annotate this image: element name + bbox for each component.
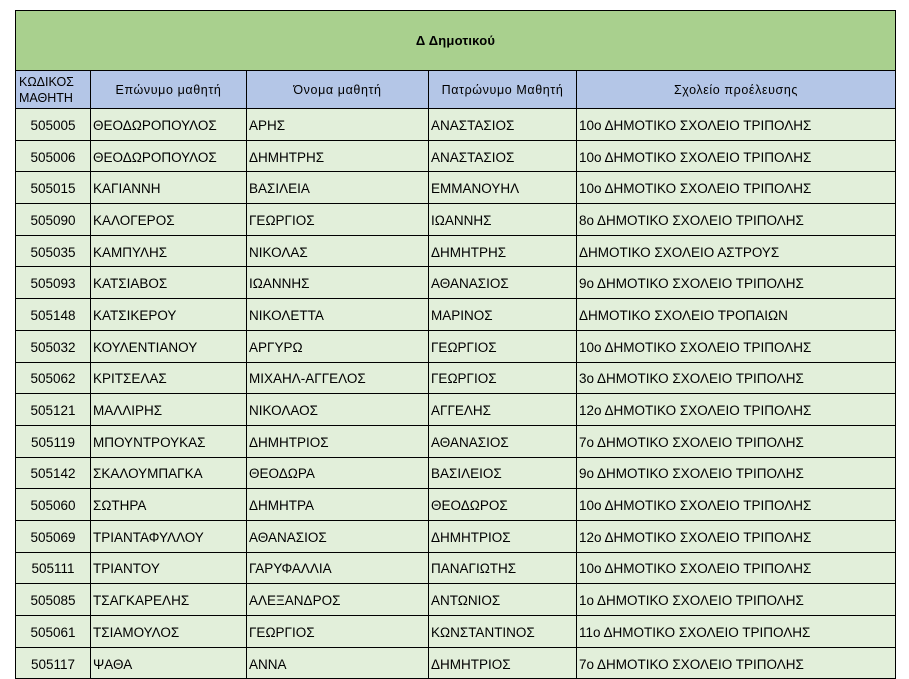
cell-father-name: ΔΗΜΗΤΡΙΟΣ bbox=[429, 520, 577, 552]
cell-father-name: ΑΝΑΣΤΑΣΙΟΣ bbox=[429, 109, 577, 141]
cell-surname: ΚΑΜΠΥΛΗΣ bbox=[91, 235, 247, 267]
cell-surname: ΣΩΤΗΡΑ bbox=[91, 489, 247, 521]
cell-school: 10ο ΔΗΜΟΤΙΚΟ ΣΧΟΛΕΙΟ ΤΡΙΠΟΛΗΣ bbox=[577, 552, 896, 584]
table-row bbox=[16, 235, 896, 267]
header-surname: Επώνυμο μαθητή bbox=[91, 71, 247, 109]
header-row bbox=[16, 71, 896, 109]
cell-school: 8ο ΔΗΜΟΤΙΚΟ ΣΧΟΛΕΙΟ ΤΡΙΠΟΛΗΣ bbox=[577, 204, 896, 236]
cell-student-code: 505111 bbox=[16, 552, 91, 584]
cell-surname: ΘΕΟΔΩΡΟΠΟΥΛΟΣ bbox=[91, 109, 247, 141]
cell-surname: ΣΚΑΛΟΥΜΠΑΓΚΑ bbox=[91, 457, 247, 489]
cell-first-name: ΑΛΕΞΑΝΔΡΟΣ bbox=[247, 584, 429, 616]
table-row bbox=[16, 425, 896, 457]
cell-first-name: ΜΙΧΑΗΛ-ΑΓΓΕΛΟΣ bbox=[247, 362, 429, 394]
cell-student-code: 505121 bbox=[16, 394, 91, 426]
table-row bbox=[16, 457, 896, 489]
cell-student-code: 505062 bbox=[16, 362, 91, 394]
table-title: Δ Δημοτικού bbox=[16, 11, 896, 71]
cell-student-code: 505006 bbox=[16, 140, 91, 172]
cell-first-name: ΔΗΜΗΤΡΗΣ bbox=[247, 140, 429, 172]
cell-school: 11ο ΔΗΜΟΤΙΚΟ ΣΧΟΛΕΙΟ ΤΡΙΠΟΛΗΣ bbox=[577, 616, 896, 648]
cell-first-name: ΑΡΗΣ bbox=[247, 109, 429, 141]
cell-surname: ΚΑΤΣΙΑΒΟΣ bbox=[91, 267, 247, 299]
cell-student-code: 505032 bbox=[16, 330, 91, 362]
cell-father-name: ΓΕΩΡΓΙΟΣ bbox=[429, 330, 577, 362]
table-row bbox=[16, 267, 896, 299]
cell-father-name: ΑΓΓΕΛΗΣ bbox=[429, 394, 577, 426]
cell-first-name: ΔΗΜΗΤΡΑ bbox=[247, 489, 429, 521]
cell-student-code: 505060 bbox=[16, 489, 91, 521]
table-row bbox=[16, 109, 896, 141]
cell-surname: ΚΑΓΙΑΝΝΗ bbox=[91, 172, 247, 204]
cell-surname: ΤΣΙΑΜΟΥΛΟΣ bbox=[91, 616, 247, 648]
cell-school: 10ο ΔΗΜΟΤΙΚΟ ΣΧΟΛΕΙΟ ΤΡΙΠΟΛΗΣ bbox=[577, 489, 896, 521]
student-table bbox=[15, 10, 896, 679]
table-row bbox=[16, 584, 896, 616]
cell-first-name: ΝΙΚΟΛΑΟΣ bbox=[247, 394, 429, 426]
cell-first-name: ΑΡΓΥΡΩ bbox=[247, 330, 429, 362]
cell-surname: ΚΑΛΟΓΕΡΟΣ bbox=[91, 204, 247, 236]
cell-father-name: ΔΗΜΗΤΡΙΟΣ bbox=[429, 647, 577, 679]
cell-school: 10ο ΔΗΜΟΤΙΚΟ ΣΧΟΛΕΙΟ ΤΡΙΠΟΛΗΣ bbox=[577, 109, 896, 141]
cell-father-name: ΑΘΑΝΑΣΙΟΣ bbox=[429, 267, 577, 299]
cell-surname: ΚΡΙΤΣΕΛΑΣ bbox=[91, 362, 247, 394]
header-student-code bbox=[16, 71, 91, 109]
cell-surname: ΚΟΥΛΕΝΤΙΑΝΟΥ bbox=[91, 330, 247, 362]
table-row bbox=[16, 299, 896, 331]
cell-student-code: 505148 bbox=[16, 299, 91, 331]
table-row bbox=[16, 647, 896, 679]
student-table-sheet bbox=[15, 10, 895, 679]
cell-school: ΔΗΜΟΤΙΚΟ ΣΧΟΛΕΙΟ ΤΡΟΠΑΙΩΝ bbox=[577, 299, 896, 331]
table-row bbox=[16, 172, 896, 204]
cell-student-code: 505069 bbox=[16, 520, 91, 552]
cell-father-name: ΘΕΟΔΩΡΟΣ bbox=[429, 489, 577, 521]
cell-student-code: 505119 bbox=[16, 425, 91, 457]
header-code-line2: ΜΑΘΗΤΗ bbox=[19, 90, 73, 105]
cell-surname: ΜΠΟΥΝΤΡΟΥΚΑΣ bbox=[91, 425, 247, 457]
cell-surname: ΘΕΟΔΩΡΟΠΟΥΛΟΣ bbox=[91, 140, 247, 172]
header-code-line1: ΚΩΔΙΚΟΣ bbox=[19, 74, 74, 89]
cell-student-code: 505085 bbox=[16, 584, 91, 616]
cell-first-name: ΝΙΚΟΛΕΤΤΑ bbox=[247, 299, 429, 331]
cell-first-name: ΘΕΟΔΩΡΑ bbox=[247, 457, 429, 489]
cell-first-name: ΔΗΜΗΤΡΙΟΣ bbox=[247, 425, 429, 457]
table-row bbox=[16, 616, 896, 648]
cell-surname: ΜΑΛΛΙΡΗΣ bbox=[91, 394, 247, 426]
cell-school: 10ο ΔΗΜΟΤΙΚΟ ΣΧΟΛΕΙΟ ΤΡΙΠΟΛΗΣ bbox=[577, 140, 896, 172]
cell-first-name: ΓΑΡΥΦΑΛΛΙΑ bbox=[247, 552, 429, 584]
table-row bbox=[16, 552, 896, 584]
cell-surname: ΚΑΤΣΙΚΕΡΟΥ bbox=[91, 299, 247, 331]
cell-first-name: ΝΙΚΟΛΑΣ bbox=[247, 235, 429, 267]
cell-school: 9ο ΔΗΜΟΤΙΚΟ ΣΧΟΛΕΙΟ ΤΡΙΠΟΛΗΣ bbox=[577, 267, 896, 299]
cell-first-name: ΒΑΣΙΛΕΙΑ bbox=[247, 172, 429, 204]
cell-student-code: 505015 bbox=[16, 172, 91, 204]
cell-student-code: 505093 bbox=[16, 267, 91, 299]
cell-father-name: ΑΝΑΣΤΑΣΙΟΣ bbox=[429, 140, 577, 172]
cell-father-name: ΓΕΩΡΓΙΟΣ bbox=[429, 362, 577, 394]
cell-school: 10ο ΔΗΜΟΤΙΚΟ ΣΧΟΛΕΙΟ ΤΡΙΠΟΛΗΣ bbox=[577, 330, 896, 362]
cell-father-name: ΑΘΑΝΑΣΙΟΣ bbox=[429, 425, 577, 457]
cell-student-code: 505061 bbox=[16, 616, 91, 648]
cell-student-code: 505035 bbox=[16, 235, 91, 267]
cell-first-name: ΙΩΑΝΝΗΣ bbox=[247, 267, 429, 299]
cell-student-code: 505090 bbox=[16, 204, 91, 236]
header-school: Σχολείο προέλευσης bbox=[577, 71, 896, 109]
table-row bbox=[16, 362, 896, 394]
table-row bbox=[16, 520, 896, 552]
header-first-name: Όνομα μαθητή bbox=[247, 71, 429, 109]
cell-school: 1ο ΔΗΜΟΤΙΚΟ ΣΧΟΛΕΙΟ ΤΡΙΠΟΛΗΣ bbox=[577, 584, 896, 616]
cell-father-name: ΑΝΤΩΝΙΟΣ bbox=[429, 584, 577, 616]
title-row bbox=[16, 11, 896, 71]
cell-school: ΔΗΜΟΤΙΚΟ ΣΧΟΛΕΙΟ ΑΣΤΡΟΥΣ bbox=[577, 235, 896, 267]
cell-student-code: 505142 bbox=[16, 457, 91, 489]
cell-father-name: ΜΑΡΙΝΟΣ bbox=[429, 299, 577, 331]
cell-surname: ΤΣΑΓΚΑΡΕΛΗΣ bbox=[91, 584, 247, 616]
cell-student-code: 505005 bbox=[16, 109, 91, 141]
cell-father-name: ΔΗΜΗΤΡΗΣ bbox=[429, 235, 577, 267]
cell-school: 7ο ΔΗΜΟΤΙΚΟ ΣΧΟΛΕΙΟ ΤΡΙΠΟΛΗΣ bbox=[577, 647, 896, 679]
cell-school: 12ο ΔΗΜΟΤΙΚΟ ΣΧΟΛΕΙΟ ΤΡΙΠΟΛΗΣ bbox=[577, 520, 896, 552]
cell-school: 7ο ΔΗΜΟΤΙΚΟ ΣΧΟΛΕΙΟ ΤΡΙΠΟΛΗΣ bbox=[577, 425, 896, 457]
cell-student-code: 505117 bbox=[16, 647, 91, 679]
table-row bbox=[16, 140, 896, 172]
header-father-name: Πατρώνυμο Μαθητή bbox=[429, 71, 577, 109]
table-body bbox=[16, 109, 896, 679]
cell-school: 10ο ΔΗΜΟΤΙΚΟ ΣΧΟΛΕΙΟ ΤΡΙΠΟΛΗΣ bbox=[577, 172, 896, 204]
cell-surname: ΤΡΙΑΝΤΟΥ bbox=[91, 552, 247, 584]
cell-first-name: ΓΕΩΡΓΙΟΣ bbox=[247, 204, 429, 236]
table-row bbox=[16, 489, 896, 521]
table-row bbox=[16, 330, 896, 362]
cell-school: 9ο ΔΗΜΟΤΙΚΟ ΣΧΟΛΕΙΟ ΤΡΙΠΟΛΗΣ bbox=[577, 457, 896, 489]
cell-father-name: ΠΑΝΑΓΙΩΤΗΣ bbox=[429, 552, 577, 584]
cell-surname: ΨΑΘΑ bbox=[91, 647, 247, 679]
cell-first-name: ΑΘΑΝΑΣΙΟΣ bbox=[247, 520, 429, 552]
table-row bbox=[16, 394, 896, 426]
table-row bbox=[16, 204, 896, 236]
cell-first-name: ΑΝΝΑ bbox=[247, 647, 429, 679]
cell-first-name: ΓΕΩΡΓΙΟΣ bbox=[247, 616, 429, 648]
cell-school: 12ο ΔΗΜΟΤΙΚΟ ΣΧΟΛΕΙΟ ΤΡΙΠΟΛΗΣ bbox=[577, 394, 896, 426]
cell-surname: ΤΡΙΑΝΤΑΦΥΛΛΟΥ bbox=[91, 520, 247, 552]
cell-father-name: ΙΩΑΝΝΗΣ bbox=[429, 204, 577, 236]
cell-father-name: ΕΜΜΑΝΟΥΗΛ bbox=[429, 172, 577, 204]
cell-school: 3ο ΔΗΜΟΤΙΚΟ ΣΧΟΛΕΙΟ ΤΡΙΠΟΛΗΣ bbox=[577, 362, 896, 394]
cell-father-name: ΚΩΝΣΤΑΝΤΙΝΟΣ bbox=[429, 616, 577, 648]
cell-father-name: ΒΑΣΙΛΕΙΟΣ bbox=[429, 457, 577, 489]
